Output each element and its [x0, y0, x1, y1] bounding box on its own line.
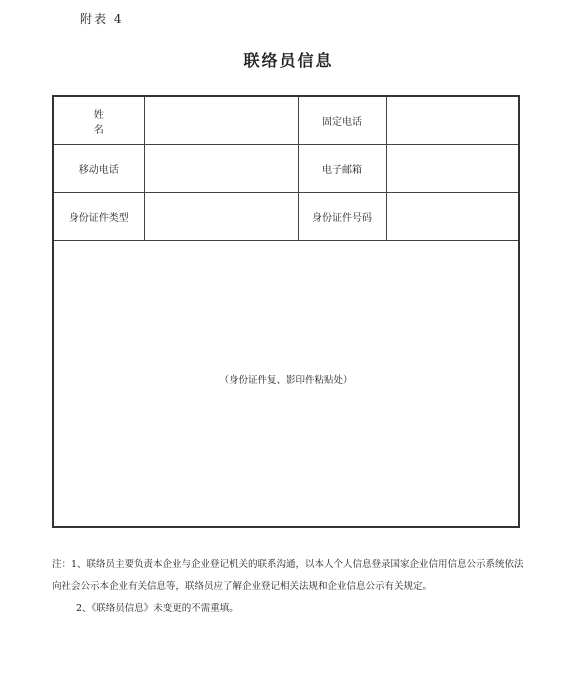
id-number-field[interactable] — [386, 193, 518, 241]
table-row — [54, 145, 518, 193]
paste-area-label: （身份证件复、影印件粘贴处） — [219, 375, 353, 386]
landline-field[interactable] — [386, 97, 518, 145]
notes-section — [52, 554, 524, 620]
table-row — [54, 193, 518, 241]
id-type-field[interactable] — [144, 193, 298, 241]
appendix-label: 附表 4 — [80, 12, 124, 26]
note-1: 注：1、联络员主要负责本企业与企业登记机关的联系沟通，以本人个人信息登录国家企业信用信息公示系统依法向社会公示本企业有关信息等，联络员应了解企业登记相关法规和企业信息公示有关规定。 — [52, 559, 524, 592]
info-table — [54, 97, 518, 241]
mobile-field[interactable] — [144, 145, 298, 193]
id-copy-paste-area — [54, 240, 518, 526]
page-title: 联络员信息 — [243, 51, 334, 70]
name-label: 姓 名 — [54, 97, 144, 145]
landline-label: 固定电话 — [298, 97, 386, 145]
id-type-label: 身份证件类型 — [54, 193, 144, 241]
table-row — [54, 97, 518, 145]
email-field[interactable] — [386, 145, 518, 193]
contact-info-form — [52, 95, 520, 528]
note-2: 2、《联络员信息》未变更的不需重填。 — [76, 603, 239, 614]
name-field[interactable] — [144, 97, 298, 145]
email-label: 电子邮箱 — [298, 145, 386, 193]
mobile-label: 移动电话 — [54, 145, 144, 193]
id-number-label: 身份证件号码 — [298, 193, 386, 241]
